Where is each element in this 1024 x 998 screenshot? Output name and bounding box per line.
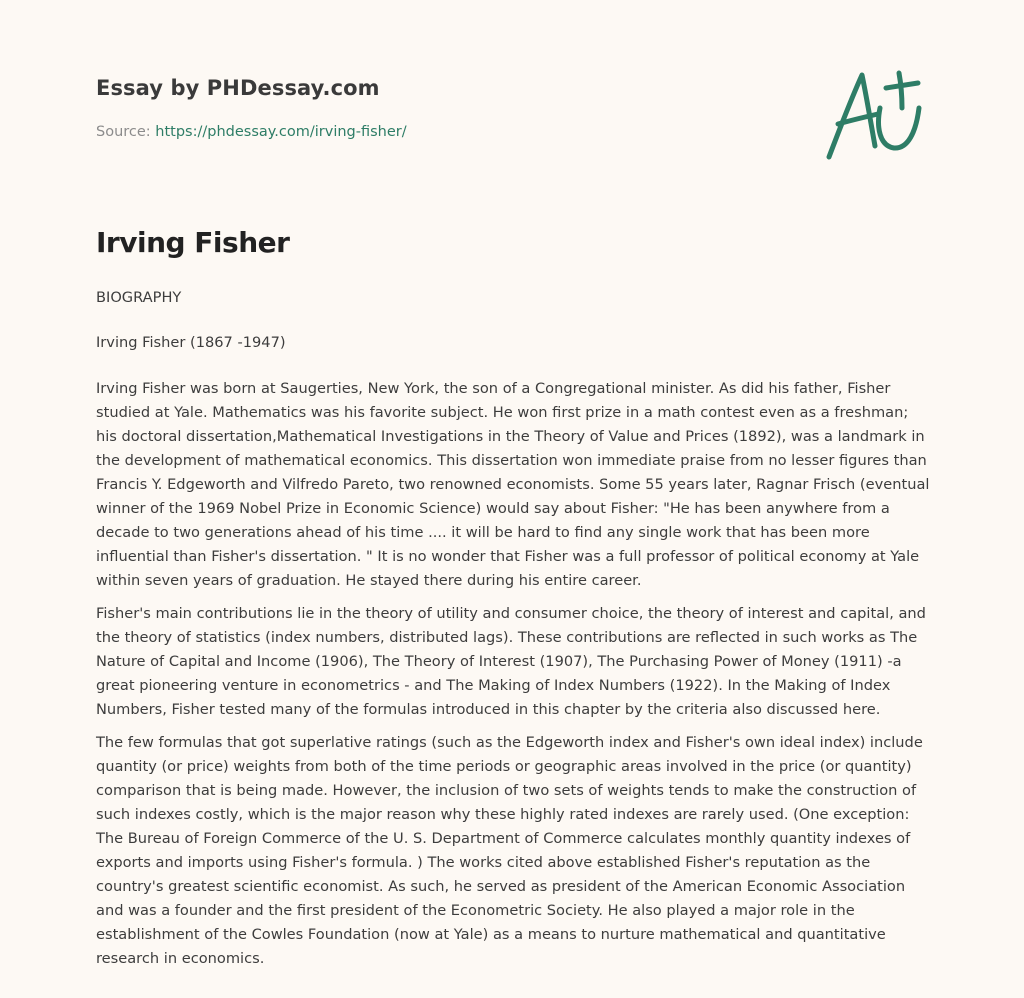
essay-body [96, 286, 932, 980]
source-link[interactable]: https://phdessay.com/irving-fisher/ [155, 124, 407, 140]
essay-title: Irving Fisher [96, 226, 290, 259]
source-label: Source: [96, 124, 151, 140]
site-title: Essay by PHDessay.com [96, 76, 380, 100]
body-paragraph: Irving Fisher was born at Saugerties, New York, the son of a Congregational minister. As did his father, Fisher studied at Yale. Mathematics was his favorite subject. He won first prize in a math contest even as a freshman; his doctoral dissertation,Mathematical Investigations in the Theory of Value and Prices (1892), was a landmark in the development of mathematical economics. This dissertation won immediate praise from no lesser figures than Francis Y. Edgeworth and Vilfredo Pareto, two renowned economists. Some 55 years later, Ragnar Frisch (eventual winner of the 1969 Nobel Prize in Economic Science) would say about Fisher: "He has been anywhere from a decade to two generations ahead of his time .... it will be hard to find any single work that has been more influential than Fisher's dissertation. " It is no wonder that Fisher was a full professor of political economy at Yale within seven years of graduation. He stayed there during his entire career. [96, 380, 930, 589]
body-paragraph: Fisher's main contributions lie in the theory of utility and consumer choice, the theory of interest and capital, and the theory of statistics (index numbers, distributed lags). These contributions are reflected in such works as The Nature of Capital and Income (1906), The Theory of Interest (1907), The Purchasing Power of Money (1911) -a great pioneering venture in econometrics - and The Making of Index Numbers (1922). In the Making of Index Numbers, Fisher tested many of the formulas introduced in this chapter by the criteria also discussed here. [96, 605, 926, 718]
a-plus-grade-icon [820, 66, 928, 166]
source-line [96, 124, 407, 140]
body-paragraph: The few formulas that got superlative ratings (such as the Edgeworth index and Fisher's own ideal index) include quantity (or price) weights from both of the time periods or geographic areas involved in the price (or quantity) comparison that is being made. However, the inclusion of two sets of weights tends to make the construction of such indexes costly, which is the major reason why these highly rated indexes are rarely used. (One exception: The Bureau of Foreign Commerce of the U. S. Department of Commerce calculates monthly quantity indexes of exports and imports using Fisher's formula. ) The works cited above established Fisher's reputation as the country's greatest scientific economist. As such, he served as president of the American Economic Association and was a founder and the first president of the Econometric Society. He also played a major role in the establishment of the Cowles Foundation (now at Yale) as a means to nurture mathematical and quantitative research in economics. [96, 734, 923, 967]
section-label: BIOGRAPHY [96, 289, 182, 306]
essay-subtitle: Irving Fisher (1867 -1947) [96, 334, 286, 351]
